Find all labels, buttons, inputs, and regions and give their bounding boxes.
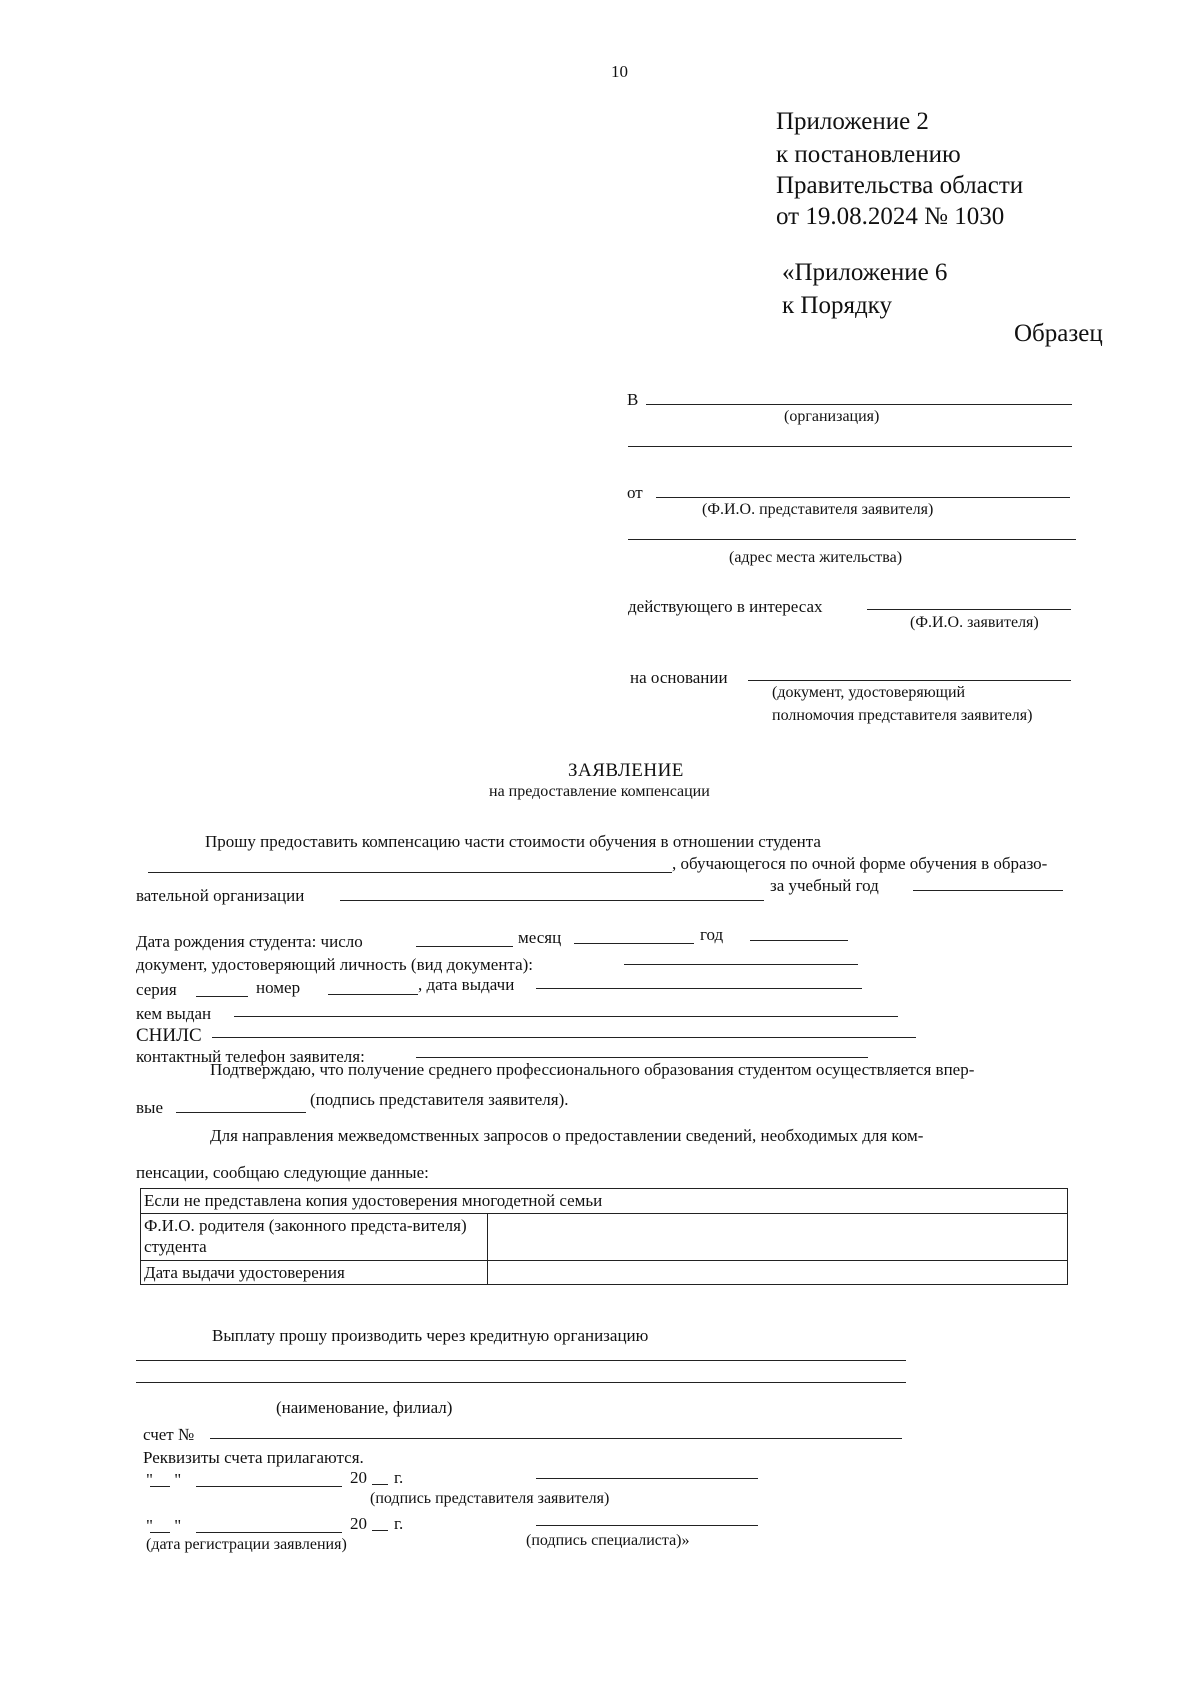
year-prefix-2: 20 xyxy=(350,1514,367,1533)
appendix-6-line: «Приложение 6 xyxy=(782,259,948,286)
header-date-line: от 19.08.2024 № 1030 xyxy=(776,203,1005,230)
year-field-1[interactable] xyxy=(372,1484,388,1485)
page-number: 10 xyxy=(611,62,628,81)
address-field[interactable] xyxy=(628,539,1076,540)
date-month-field-1[interactable] xyxy=(196,1486,342,1487)
dob-month-label: месяц xyxy=(518,928,562,947)
requisites-note: Реквизиты счета прилагаются. xyxy=(143,1448,364,1467)
date-month-field-2[interactable] xyxy=(196,1532,342,1533)
large-family-table xyxy=(140,1188,1068,1285)
issue-date-label: , дата выдачи xyxy=(418,975,515,994)
dob-year-label: год xyxy=(700,925,724,944)
header-government-line: Правительства области xyxy=(776,172,1024,199)
appendix-order-line: к Порядку xyxy=(782,292,892,319)
to-prefix: В xyxy=(627,390,639,409)
parent-name-label: Ф.И.О. родителя (законного предста-вителя) студента xyxy=(141,1214,488,1261)
bank-field-1[interactable] xyxy=(136,1360,906,1361)
confirm-line-2-first: вые xyxy=(136,1098,163,1117)
year-field-2[interactable] xyxy=(372,1530,388,1531)
request-line-3-org-label: вательной организации xyxy=(136,886,305,905)
certificate-date-cell[interactable] xyxy=(488,1261,1068,1285)
series-label: серия xyxy=(136,980,177,999)
address-caption: (адрес места жительства) xyxy=(729,549,903,566)
academic-year-field[interactable] xyxy=(913,890,1063,891)
interdept-line-1: Для направления межведомственных запросов о предоставлении сведений, необходимых для ком- xyxy=(210,1126,924,1145)
to-organization-field-2[interactable] xyxy=(628,446,1072,447)
number-field[interactable] xyxy=(328,994,418,995)
basis-caption-1: (документ, удостоверяющий xyxy=(772,684,966,701)
snils-label: СНИЛС xyxy=(136,1025,202,1046)
large-family-table-header: Если не представлена копия удостоверения многодетной семьи xyxy=(141,1189,1068,1214)
acting-caption: (Ф.И.О. заявителя) xyxy=(910,614,1039,631)
rep-signature-caption: (подпись представителя заявителя) xyxy=(370,1490,610,1507)
acting-prefix: действующего в интересах xyxy=(628,597,823,616)
issue-date-field[interactable] xyxy=(536,988,862,989)
parent-name-cell[interactable] xyxy=(488,1214,1068,1261)
dob-day-field[interactable] xyxy=(416,946,513,947)
basis-prefix: на основании xyxy=(630,668,728,687)
year-suffix-2: г. xyxy=(394,1514,404,1533)
specialist-signature-field[interactable] xyxy=(536,1525,758,1526)
date-day-field-1[interactable] xyxy=(150,1486,170,1487)
id-doc-field[interactable] xyxy=(624,964,858,965)
confirm-signature-caption: (подпись представителя заявителя). xyxy=(310,1090,569,1109)
sample-label: Образец xyxy=(1014,320,1103,347)
payment-line: Выплату прошу производить через кредитную организацию xyxy=(212,1326,649,1345)
issued-by-field[interactable] xyxy=(234,1016,898,1017)
phone-label: контактный телефон заявителя: xyxy=(136,1047,365,1066)
reg-date-caption: (дата регистрации заявления) xyxy=(146,1536,347,1553)
bank-caption: (наименование, филиал) xyxy=(276,1398,453,1417)
year-prefix-1: 20 xyxy=(350,1468,367,1487)
header-appendix-line: Приложение 2 xyxy=(776,108,929,135)
date-quote-1: " " xyxy=(146,1470,182,1489)
issued-by-label: кем выдан xyxy=(136,1004,212,1023)
confirm-line-1: Подтверждаю, что получение среднего профессионального образования студентом осуществляется впер- xyxy=(210,1060,975,1079)
academic-year-label: за учебный год xyxy=(770,876,879,895)
request-line-1: Прошу предоставить компенсацию части стоимости обучения в отношении студента xyxy=(205,832,821,851)
org-field[interactable] xyxy=(340,900,764,901)
date-quote-2: " " xyxy=(146,1516,182,1535)
dob-label: Дата рождения студента: число xyxy=(136,932,363,951)
year-suffix-1: г. xyxy=(394,1468,404,1487)
basis-caption-2: полномочия представителя заявителя) xyxy=(772,707,1033,724)
certificate-date-label: Дата выдачи удостоверения xyxy=(141,1261,488,1285)
basis-field[interactable] xyxy=(748,680,1071,681)
account-label: счет № xyxy=(143,1425,195,1444)
from-name-caption: (Ф.И.О. представителя заявителя) xyxy=(702,501,934,518)
specialist-caption: (подпись специалиста)» xyxy=(526,1532,690,1549)
dob-year-field[interactable] xyxy=(750,940,848,941)
header-resolution-line: к постановлению xyxy=(776,141,961,168)
from-name-field[interactable] xyxy=(656,497,1070,498)
snils-field[interactable] xyxy=(212,1037,916,1038)
interdept-line-2: пенсации, сообщаю следующие данные: xyxy=(136,1163,429,1182)
from-prefix: от xyxy=(627,483,643,502)
to-organization-caption: (организация) xyxy=(784,408,880,425)
date-day-field-2[interactable] xyxy=(150,1532,170,1533)
bank-field-2[interactable] xyxy=(136,1382,906,1383)
account-field[interactable] xyxy=(210,1438,902,1439)
confirm-signature-field[interactable] xyxy=(176,1112,306,1113)
phone-field[interactable] xyxy=(416,1057,868,1058)
number-label: номер xyxy=(256,978,301,997)
dob-month-field[interactable] xyxy=(574,943,694,944)
acting-name-field[interactable] xyxy=(867,609,1071,610)
to-organization-field[interactable] xyxy=(646,404,1072,405)
statement-subtitle: на предоставление компенсации xyxy=(489,783,710,800)
rep-signature-field[interactable] xyxy=(536,1478,758,1479)
statement-title: ЗАЯВЛЕНИЕ xyxy=(568,760,684,781)
series-field[interactable] xyxy=(196,996,248,997)
student-name-field[interactable] xyxy=(148,872,672,873)
request-line-2: , обучающегося по очной форме обучения в образо- xyxy=(672,854,1048,873)
id-doc-label: документ, удостоверяющий личность (вид документа): xyxy=(136,955,534,974)
